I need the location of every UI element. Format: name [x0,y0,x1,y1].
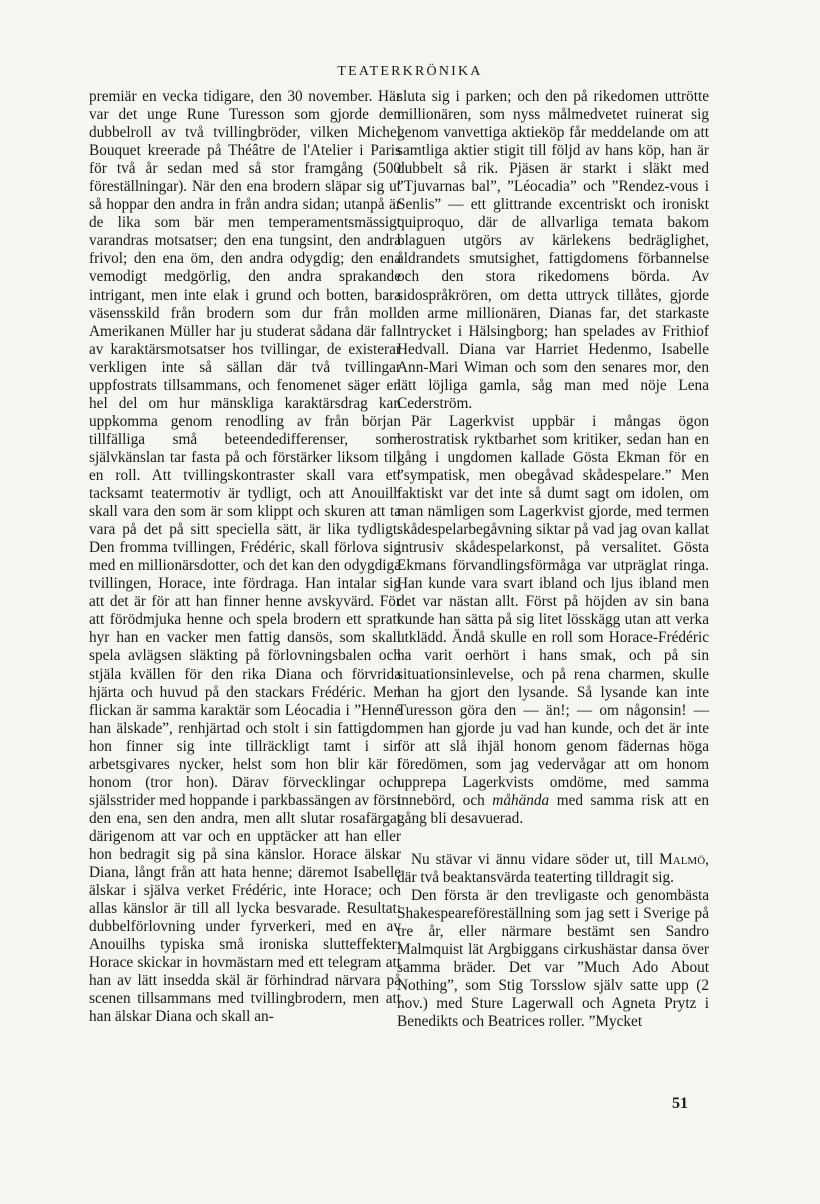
page-number: 51 [672,1095,688,1112]
paragraph [397,413,709,828]
paragraph [397,851,709,887]
paragraph: premiär en vecka tidigare, den 30 november. Här var det unge Rune Turesson som gjorde den dubbelroll av två tvillingbröder, vilken Michel Bouquet kreerade på Théâtre de l'Atelier i Paris för två år sedan med så stor framgång (500 föreställningar). När den ena brodern släpar sig ut så hoppar den andra in från andra sidan; utanpå är de lika som bär men temperamentsmässigt varandras motsatser; den ena tungsint, den andra frivol; den ena öm, den andra odygdig; den ena vemodigt medgörlig, den andra sprakande intrigant, men inte elak i grund och botten, bara väsensskild från brodern som dur från moll. Amerikanen Müller har ju studerat sådana där fall av karaktärsmotsatser hos tvillingar, de existerar verkligen inte så sällan där två tvillingar uppfostrats tillsammans, och fenomenet säger en hel del om hur mänskliga karaktärsdrag kan uppkomma genom renodling av från början tillfälliga små beteendedifferenser, som självkänslan tar fasta på och förstärker liksom till en roll. Att tvillingskontraster skall vara ett tacksamt teatermotiv är tydligt, och att Anouilh skall vara den som är som klippt och skuren att ta vara på det på sitt speciella sätt, är lika tydligt. Den fromma tvillingen, Frédéric, skall förlova sig med en millionärsdotter, och det kan den odygdiga tvillingen, Horace, inte fördraga. Han intalar sig att det är för att han finner henne avskyvärd. För att förödmjuka henne och spela brodern ett spratt hyr han en vacker men fattig dansös, som skall spela avlägsen släkting på förlovningsbalen och stjäla kvällen för den rika Diana och förvrida hjärta och huvud på den stackars Frédéric. Men flickan är samma karaktär som Léocadia i ”Henne han älskade”, renhjärtad och stolt i sin fattigdom; hon finner sig inte tillräckligt tamt i sin arbetsgivares nycker, helst som hon blir kär i honom (tror hon). Därav förvecklingar och själsstrider med hoppande i parkbassängen av först den ena, sen den andra, men allt slutar rosafärgat därigenom att var och en upptäcker att han eller hon bedragit sig på sina känslor. Horace älskar Diana, långt från att hata henne; däremot Isabelle älskar i själva verket Frédéric, inte Horace; och allas känslor är till all lycka besvarade. Resultat: dubbelförlovning under fyrverkeri, med en av Anouilhs typiska små ironiska slutteffekter: Horace skickar in hovmästarn med ett telegram att han av lätt insedda skäl är förhindrad närvara på scenen tillsammans med tvillingbrodern, men att han älskar Diana och skall an- [89,88,401,1026]
text-run: Pär Lagerkvist uppbär i mångas ögon herostratisk ryktbarhet som kritiker, sedan han en gång i ungdomen kallade Gösta Ekman för en ”sympatisk, men obegåvad skådespelare.” Men faktiskt var det inte så dumt sagt om idolen, om man nämligen som Lagerkvist gjorde, med termen skådespelarbegåvning siktar på vad jag ovan kallat intrusiv skådespelarkonst, på versalitet. Gösta Ekmans förvandlingsförmåga var utpräglat ringa. Han kunde vara svart ibland och ljus ibland men det var nästan allt. Först på höjden av sin bana kunde han sätta på sig litet lösskägg utan att verka utklädd. Ändå skulle en roll som Horace-Frédéric ha varit oerhört i hans smak, och på sin situationsinlevelse, och på rena charmen, skulle han ha gjort den lysande. Så lysande kan inte Turesson göra den — än!; — om någonsin! — men han gjorde ju vad han kunde, och det är inte för att slå ihjäl honom genom fädernas höga föredömen, som jag vedervågar att om honom upprepa Lagerkvists omdöme, med samma innebörd, och [397,412,709,809]
text-run: Nu stävar vi ännu vidare söder ut, till [411,850,660,868]
paragraph: sluta sig i parken; och den på rikedomen uttrötte millionären, som nyss målmedvetet ruinerat sig genom vanvettiga aktieköp får meddelande om att samtliga aktier stigit till följd av hans köp, han är dubbelt så rik. Pjäsen är starkt i släkt med ”Tjuvarnas bal”, ”Léocadia” och ”Rendez-vous i Senlis” — ett glittrande excentriskt och ironiskt quiproquo, där de allvarliga temata bakom blaguen utgörs av kärlekens bedräglighet, åldrandets smutsighet, fattigdomens förbannelse och den stora rikedomens börda. Av sidospråkrören, om detta uttryck tillåtes, gjorde den arme millionären, Dianas far, det starkaste intrycket i Hälsingborg; han spelades av Frithiof Hedvall. Diana var Harriet Hedenmo, Isabelle Ann-Mari Wiman och som den senares mor, den lätt löjliga gamla, såg man med nöje Lena Cederström. [397,88,709,412]
paragraph: Den första är den trevligaste och genombästa Shakespeareföreställning som jag sett i Sverige på tre år, eller närmare bestämt sen Sandro Malmquist lät Argbiggans cirkushästar dansa över samma bräder. Det var ”Much Ado About Nothing”, som Stig Torsslow själv satte upp (2 nov.) med Sture Lagerwall och Agneta Prytz i Benedikts och Beatrices roller. ”Mycket [397,887,709,1031]
section-break [397,828,709,851]
right-column [397,88,709,1031]
city-name: Malmö [659,850,706,868]
left-column [89,88,401,1026]
running-head: TEATERKRÖNIKA [337,64,483,79]
text-run: med samma risk att en gång bli desavuerad. [397,791,709,827]
text-run: , där två beaktansvärda teaterting tilldragit sig. [397,850,709,886]
italic-text: måhända [492,791,550,809]
